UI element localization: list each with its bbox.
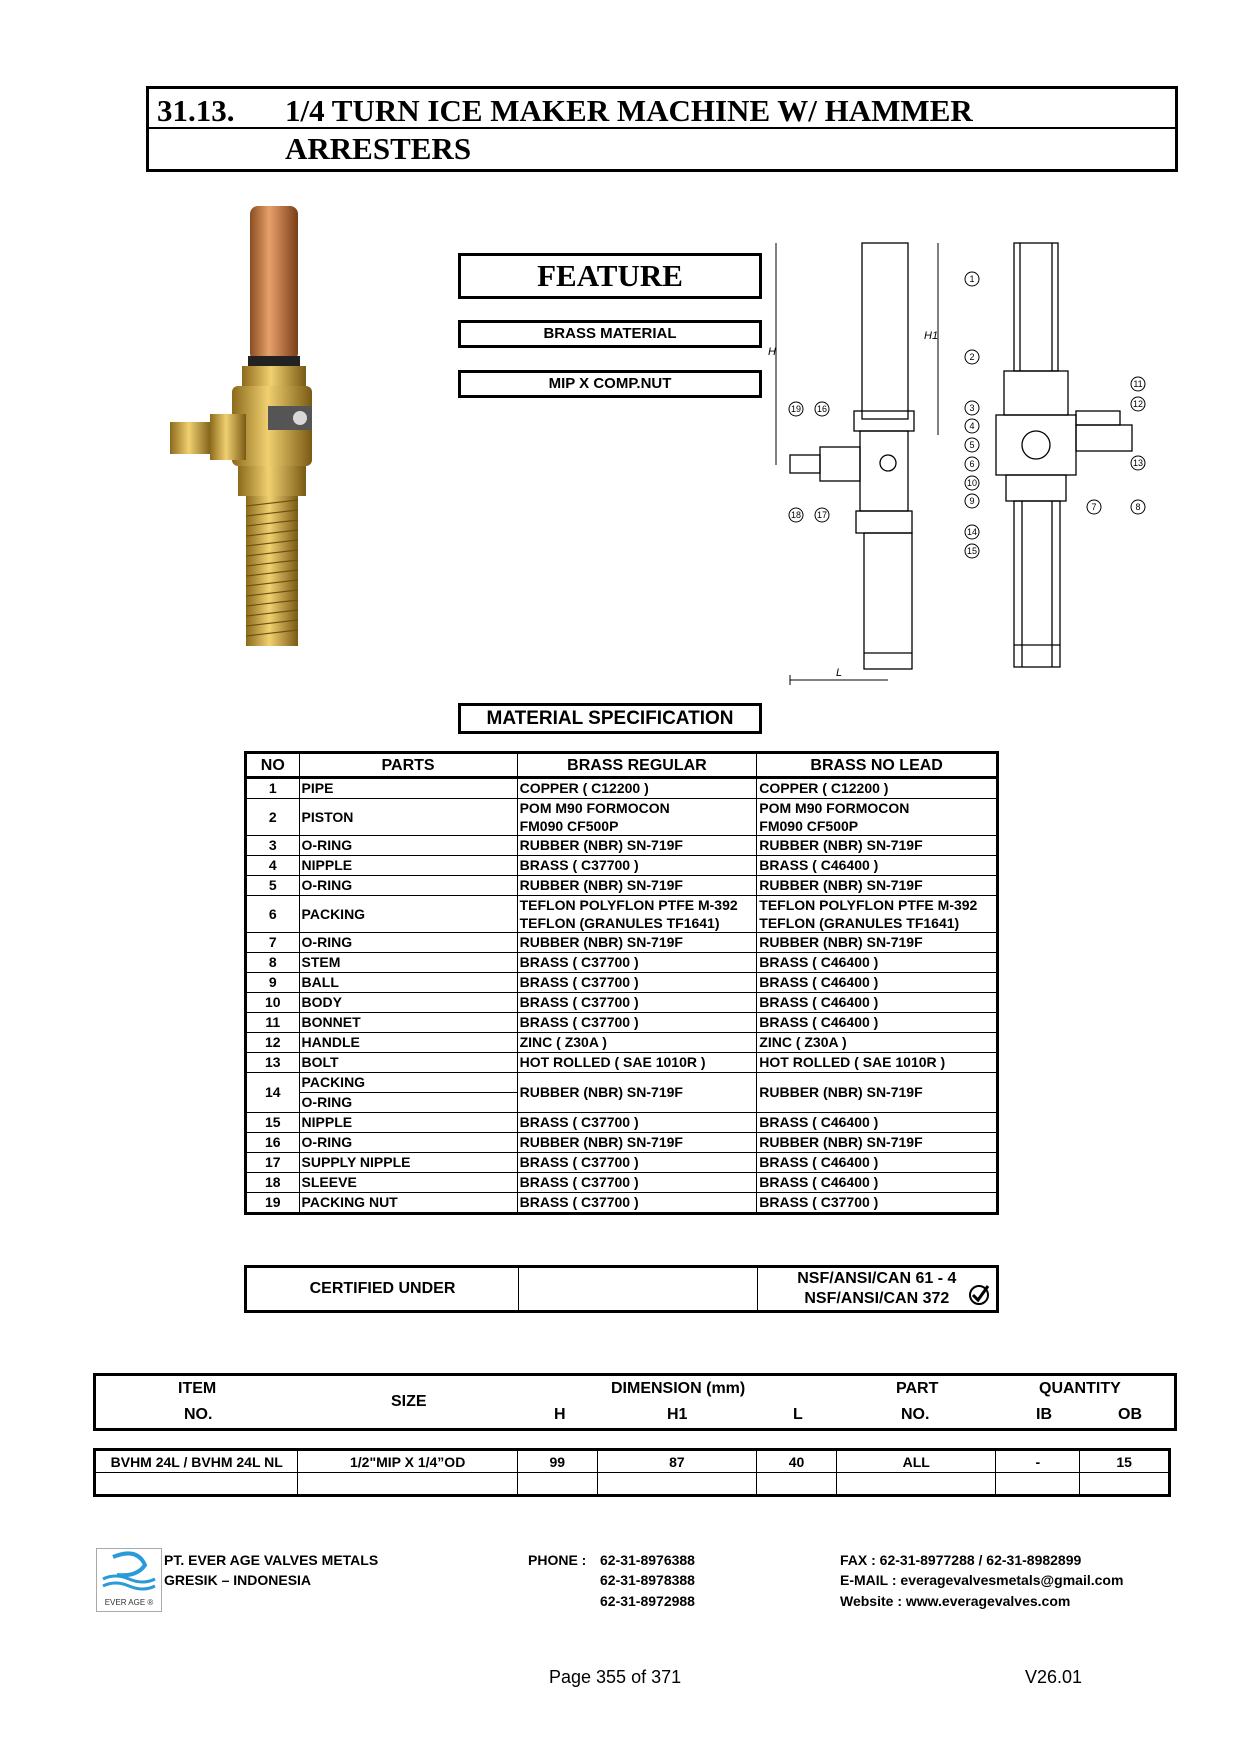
- header-item: ITEM: [178, 1380, 217, 1397]
- svg-text:2: 2: [969, 352, 975, 362]
- phone-label: PHONE :: [528, 1552, 587, 1568]
- copper-pipe: [250, 206, 298, 361]
- callout: [1131, 377, 1145, 391]
- table-row: 15 NIPPLE BRASS ( C37700 ) BRASS ( C46400 ): [246, 1113, 998, 1133]
- svg-text:11: 11: [1133, 379, 1143, 389]
- dim-label-h: H: [768, 346, 776, 358]
- svg-text:5: 5: [969, 440, 975, 450]
- page-title-line-2: ARRESTERS: [285, 131, 472, 166]
- callout: [965, 544, 979, 558]
- svg-text:15: 15: [966, 546, 978, 556]
- cell-l: 40: [757, 1450, 837, 1473]
- version: V26.01: [1025, 1667, 1083, 1687]
- callout: [965, 494, 979, 508]
- header-item-no: NO.: [184, 1406, 213, 1423]
- table-row: 2 PISTON POM M90 FORMOCON FM090 CF500P POM M90 FORMOCON FM090 CF500P: [246, 799, 998, 836]
- svg-text:12: 12: [1132, 399, 1144, 409]
- feature-item-brass: BRASS MATERIAL: [458, 320, 762, 348]
- column-header-brass-regular: BRASS REGULAR: [517, 753, 757, 778]
- header-h1: H1: [667, 1406, 688, 1423]
- table-row: 4 NIPPLE BRASS ( C37700 ) BRASS ( C46400 ): [246, 856, 998, 876]
- header-h: H: [554, 1406, 566, 1423]
- o-ring: [248, 356, 300, 366]
- table-row: 10 BODY BRASS ( C37700 ) BRASS ( C46400 ): [246, 993, 998, 1013]
- callout: [965, 438, 979, 452]
- table-row: 8 STEM BRASS ( C37700 ) BRASS ( C46400 ): [246, 953, 998, 973]
- logo-text: EVER AGE ®: [104, 1598, 154, 1607]
- svg-text:7: 7: [1091, 502, 1097, 512]
- table-row: 9 BALL BRASS ( C37700 ) BRASS ( C46400 ): [246, 973, 998, 993]
- callout: [789, 402, 803, 416]
- page-title-line-1: 1/4 TURN ICE MAKER MACHINE W/ HAMMER: [285, 93, 973, 128]
- table-row: 11 BONNET BRASS ( C37700 ) BRASS ( C46400 ): [246, 1013, 998, 1033]
- company-name: PT. EVER AGE VALVES METALS: [164, 1552, 379, 1568]
- table-row: 5 O-RING RUBBER (NBR) SN-719F RUBBER (NBR) SN-719F: [246, 876, 998, 896]
- header-size: SIZE: [391, 1393, 427, 1410]
- callout: [965, 457, 979, 471]
- table-row: 18 SLEEVE BRASS ( C37700 ) BRASS ( C46400 ): [246, 1173, 998, 1193]
- column-header-brass-no-lead: BRASS NO LEAD: [757, 753, 998, 778]
- dim-label-h1: H1: [924, 330, 939, 342]
- callout: [1087, 500, 1101, 514]
- company-city: GRESIK – INDONESIA: [164, 1572, 312, 1588]
- callout: [965, 272, 979, 286]
- table-row: [95, 1450, 1170, 1473]
- header-part-no: NO.: [901, 1406, 930, 1423]
- cell-h1: 87: [597, 1450, 757, 1473]
- email: E-MAIL : everagevalvesmetals@gmail.com: [840, 1572, 1124, 1588]
- callout: [965, 350, 979, 364]
- table-row: 17 SUPPLY NIPPLE BRASS ( C37700 ) BRASS ( C46400 ): [246, 1153, 998, 1173]
- table-row: 7 O-RING RUBBER (NBR) SN-719F RUBBER (NBR) SN-719F: [246, 933, 998, 953]
- table-row: 14 PACKING RUBBER (NBR) SN-719F RUBBER (NBR) SN-719F: [246, 1073, 998, 1093]
- svg-text:19: 19: [790, 404, 802, 414]
- svg-text:13: 13: [1132, 458, 1144, 468]
- phone-1: 62-31-8976388: [600, 1552, 695, 1568]
- svg-text:8: 8: [1135, 502, 1141, 512]
- dim-label-l: L: [836, 667, 843, 679]
- table-row: 6 PACKING TEFLON POLYFLON PTFE M-392 TEFLON (GRANULES TF1641) TEFLON POLYFLON PTFE M-392 TEFLON (GRANULES TF1641): [246, 896, 998, 933]
- header-l: L: [793, 1406, 803, 1423]
- svg-text:17: 17: [816, 510, 828, 520]
- column-header-parts: PARTS: [299, 753, 517, 778]
- certification-table: [244, 1265, 999, 1313]
- certification-standards: [757, 1267, 997, 1312]
- dimension-header: [93, 1373, 1177, 1431]
- callout: [965, 476, 979, 490]
- svg-text:6: 6: [969, 459, 975, 469]
- svg-text:3: 3: [969, 403, 975, 413]
- certified-empty-cell: [518, 1267, 757, 1312]
- header-part: PART: [896, 1380, 939, 1397]
- header-dimension: DIMENSION (mm): [611, 1380, 746, 1397]
- page-number: Page 355 of 371: [549, 1667, 682, 1687]
- product-photo: [150, 200, 320, 660]
- callout: [815, 402, 829, 416]
- material-spec-table: [244, 751, 999, 1215]
- svg-text:10: 10: [966, 478, 978, 488]
- svg-text:16: 16: [816, 404, 828, 414]
- cell-part: ALL: [836, 1450, 996, 1473]
- compression-nut: [170, 422, 212, 454]
- phone-2: 62-31-8978388: [600, 1572, 695, 1588]
- feature-heading: FEATURE: [458, 253, 762, 299]
- certified-under-label: CERTIFIED UNDER: [246, 1267, 519, 1312]
- callout: [1131, 500, 1145, 514]
- cell-item: BVHM 24L / BVHM 24L NL: [95, 1450, 298, 1473]
- waves-icon: [97, 1549, 161, 1593]
- cert-standard-372: NSF/ANSI/CAN 372: [804, 1290, 950, 1307]
- title-box: [146, 86, 1178, 172]
- svg-text:1: 1: [969, 274, 975, 284]
- header-quantity: QUANTITY: [1039, 1380, 1121, 1397]
- table-row: 12 HANDLE ZINC ( Z30A ) ZINC ( Z30A ): [246, 1033, 998, 1053]
- column-header-no: NO: [246, 753, 300, 778]
- callout: [1131, 397, 1145, 411]
- nsf-check-icon: [968, 1284, 990, 1306]
- table-row: [95, 1473, 1170, 1496]
- cell-size: 1/2"MIP X 1/4”OD: [298, 1450, 517, 1473]
- fax: FAX : 62-31-8977288 / 62-31-8982899: [840, 1552, 1082, 1568]
- svg-text:14: 14: [966, 527, 978, 537]
- table-header-row: [246, 753, 998, 778]
- svg-text:9: 9: [969, 496, 975, 506]
- callout: [1131, 456, 1145, 470]
- callout: [815, 508, 829, 522]
- table-row: 13 BOLT HOT ROLLED ( SAE 1010R ) HOT ROLLED ( SAE 1010R ): [246, 1053, 998, 1073]
- dimension-table: [93, 1448, 1171, 1497]
- callout: [965, 401, 979, 415]
- table-row: 1 PIPE COPPER ( C12200 ) COPPER ( C12200 ): [246, 778, 998, 799]
- table-row: O-RING: [246, 1093, 998, 1113]
- company-logo: [96, 1548, 162, 1612]
- table-row: 3 O-RING RUBBER (NBR) SN-719F RUBBER (NBR) SN-719F: [246, 836, 998, 856]
- phone-3: 62-31-8972988: [600, 1593, 695, 1609]
- callout: [965, 525, 979, 539]
- website: Website : www.everagevalves.com: [840, 1593, 1071, 1609]
- cell-ob: 15: [1080, 1450, 1170, 1473]
- callout: [965, 419, 979, 433]
- feature-item-mip: MIP X COMP.NUT: [458, 370, 762, 398]
- material-spec-title: MATERIAL SPECIFICATION: [458, 703, 762, 734]
- section-number: 31.13.: [157, 93, 235, 128]
- cell-ib: -: [996, 1450, 1080, 1473]
- callout: [789, 508, 803, 522]
- table-row: 16 O-RING RUBBER (NBR) SN-719F RUBBER (NBR) SN-719F: [246, 1133, 998, 1153]
- cell-h: 99: [517, 1450, 597, 1473]
- header-ob: OB: [1118, 1406, 1142, 1423]
- svg-text:18: 18: [790, 510, 802, 520]
- table-row: 19 PACKING NUT BRASS ( C37700 ) BRASS ( C37700 ): [246, 1193, 998, 1214]
- cert-standard-61: NSF/ANSI/CAN 61 - 4: [797, 1270, 957, 1287]
- header-ib: IB: [1036, 1406, 1052, 1423]
- technical-drawing: [770, 235, 1160, 695]
- svg-text:4: 4: [969, 421, 975, 431]
